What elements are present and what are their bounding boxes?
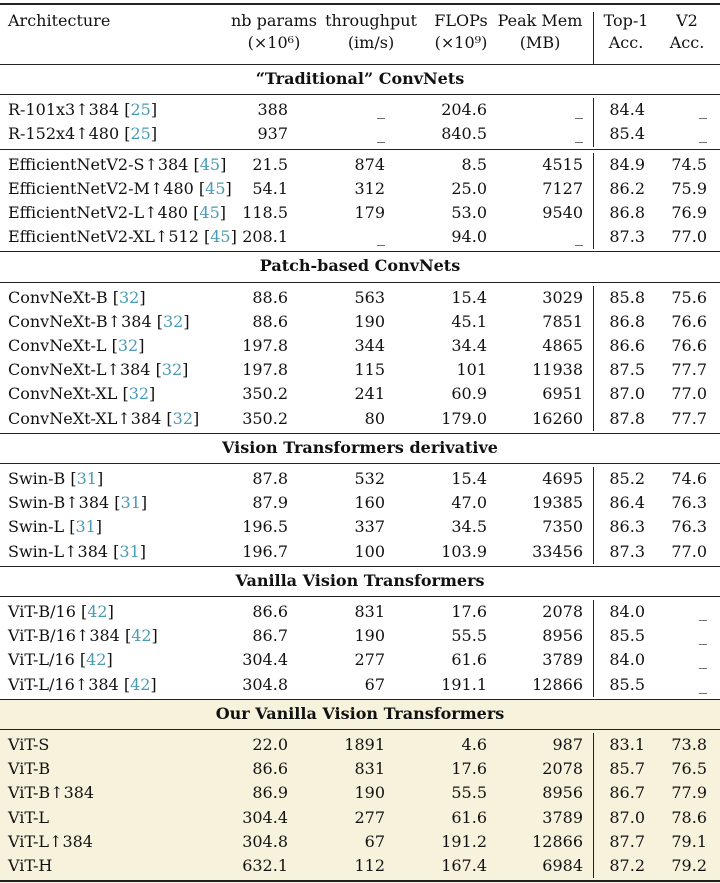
params-cell: 87.8 xyxy=(252,469,288,488)
flops-cell: 45.1 xyxy=(451,311,487,331)
params-cell: 632.1 xyxy=(242,856,288,875)
params-cell: 118.5 xyxy=(242,203,288,222)
throughput-cell: 179 xyxy=(354,203,385,222)
top1-cell: 87.0 xyxy=(609,384,645,404)
architecture-cell: EfficientNetV2-L↑480 [45] xyxy=(8,203,226,222)
throughput-cell: 874 xyxy=(354,154,385,174)
bottom-rule xyxy=(0,880,720,882)
peak-mem-cell: _ xyxy=(575,124,583,144)
v2-cell: _ xyxy=(699,100,707,120)
architecture-name: ConvNeXt-XL xyxy=(8,384,118,404)
header-v2: V2 Acc. xyxy=(669,11,705,52)
section-title: Vision Transformers derivative xyxy=(222,437,498,457)
params-cell: 304.8 xyxy=(242,674,288,694)
throughput-cell: 337 xyxy=(354,517,385,537)
throughput-cell: _ xyxy=(377,100,385,120)
top1-cell: 84.4 xyxy=(609,100,645,120)
flops-cell: 15.4 xyxy=(451,287,487,307)
top1-cell: 85.2 xyxy=(609,469,645,488)
top-rule xyxy=(0,3,720,5)
top1-cell: 85.4 xyxy=(609,124,645,144)
architecture-name: ViT-L/16↑384 xyxy=(8,674,119,694)
params-cell: 88.6 xyxy=(252,311,288,331)
architecture-name: Swin-B↑384 xyxy=(8,493,110,513)
group-rule xyxy=(0,596,720,597)
flops-cell: 34.4 xyxy=(451,336,487,355)
peak-mem-cell: 19385 xyxy=(532,493,583,513)
v2-cell: 77.0 xyxy=(671,541,707,561)
flops-cell: 55.5 xyxy=(451,783,487,803)
params-cell: 304.8 xyxy=(242,831,288,851)
architecture-name: R-101x3↑384 xyxy=(8,100,120,120)
architecture-name: R-152x4↑480 xyxy=(8,124,120,144)
architecture-name: ConvNeXt-XL↑384 xyxy=(8,408,162,428)
v2-cell: 78.6 xyxy=(671,807,707,827)
params-cell: 87.9 xyxy=(252,493,288,513)
architecture-name: ViT-B/16↑384 xyxy=(8,626,120,646)
column-divider xyxy=(593,153,594,250)
architecture-cell: ViT-L/16↑384 [42] xyxy=(8,674,157,694)
architecture-name: Swin-L↑384 xyxy=(8,541,109,561)
top1-cell: 87.5 xyxy=(609,360,645,380)
citation-link[interactable]: 42 xyxy=(87,602,108,621)
peak-mem-cell: 7851 xyxy=(542,311,583,331)
table-row xyxy=(0,177,720,201)
params-cell: 196.7 xyxy=(242,541,288,561)
top1-cell: 85.5 xyxy=(609,626,645,646)
table-row xyxy=(0,540,720,564)
peak-mem-cell: _ xyxy=(575,100,583,120)
peak-mem-cell: _ xyxy=(575,227,583,247)
peak-mem-cell: 3789 xyxy=(542,807,583,827)
architecture-cell: EfficientNetV2-S↑384 [45] xyxy=(8,154,227,174)
column-divider xyxy=(593,733,594,878)
group-rule xyxy=(0,149,720,150)
architecture-name: ViT-B xyxy=(8,759,51,779)
v2-cell: _ xyxy=(699,602,707,621)
flops-cell: 179.0 xyxy=(441,408,487,428)
v2-cell: 75.6 xyxy=(671,287,707,307)
group-rule xyxy=(0,94,720,95)
v2-cell: _ xyxy=(699,674,707,694)
section-title: “Traditional” ConvNets xyxy=(255,69,465,88)
v2-cell: 74.6 xyxy=(671,469,707,488)
flops-cell: 61.6 xyxy=(451,807,487,827)
citation-link[interactable]: 32 xyxy=(172,408,193,428)
v2-cell: _ xyxy=(699,626,707,646)
flops-cell: 15.4 xyxy=(451,469,487,488)
params-cell: 208.1 xyxy=(242,227,288,247)
v2-cell: 77.7 xyxy=(671,408,707,428)
v2-cell: 79.2 xyxy=(671,856,707,875)
params-cell: 350.2 xyxy=(242,408,288,428)
flops-cell: 204.6 xyxy=(441,100,487,120)
architecture-cell: ViT-B/16↑384 [42] xyxy=(8,626,158,646)
table-row xyxy=(0,781,720,805)
table-row xyxy=(0,153,720,177)
top1-cell: 87.0 xyxy=(609,807,645,827)
architecture-cell: Swin-B↑384 [31] xyxy=(8,493,148,513)
architecture-name: ConvNeXt-L xyxy=(8,336,107,355)
architecture-cell: R-101x3↑384 [25] xyxy=(8,100,158,120)
citation-link[interactable]: 32 xyxy=(117,336,139,355)
section-rule xyxy=(0,566,720,567)
architecture-cell: Swin-L [31] xyxy=(8,517,103,537)
architecture-name: Swin-B xyxy=(8,469,66,488)
table-row xyxy=(0,201,720,225)
top1-cell: 85.8 xyxy=(609,287,645,307)
flops-cell: 191.1 xyxy=(441,674,487,694)
throughput-cell: 100 xyxy=(354,541,385,561)
flops-cell: 34.5 xyxy=(451,517,487,537)
throughput-cell: 241 xyxy=(354,384,385,404)
architecture-cell: ConvNeXt-B [32] xyxy=(8,287,146,307)
v2-cell: 73.8 xyxy=(671,735,707,754)
architecture-cell: R-152x4↑480 [25] xyxy=(8,124,158,144)
peak-mem-cell: 4865 xyxy=(542,336,583,355)
top1-cell: 86.8 xyxy=(609,311,645,331)
throughput-cell: 160 xyxy=(354,493,385,513)
throughput-cell: 831 xyxy=(354,602,385,621)
architecture-name: ConvNeXt-B xyxy=(8,287,108,307)
throughput-cell: 277 xyxy=(354,807,385,827)
throughput-cell: 312 xyxy=(354,178,385,198)
citation-link[interactable]: 45 xyxy=(210,227,231,247)
peak-mem-cell: 2078 xyxy=(542,759,583,779)
architecture-cell: EfficientNetV2-XL↑512 [45] xyxy=(8,227,237,247)
group-rule xyxy=(0,729,720,730)
v2-cell: 76.3 xyxy=(671,493,707,513)
top1-cell: 84.9 xyxy=(609,154,645,174)
v2-cell: 76.6 xyxy=(671,336,707,355)
peak-mem-cell: 6984 xyxy=(542,856,583,875)
citation-link[interactable]: 32 xyxy=(162,311,184,331)
architecture-name: ViT-H xyxy=(8,856,53,875)
peak-mem-cell: 7127 xyxy=(542,178,583,198)
params-cell: 21.5 xyxy=(252,154,288,174)
section-rule xyxy=(0,251,720,252)
peak-mem-cell: 3029 xyxy=(542,287,583,307)
section-title: Patch-based ConvNets xyxy=(259,256,461,276)
citation-link[interactable]: 45 xyxy=(199,154,221,174)
peak-mem-cell: 7350 xyxy=(542,517,583,537)
architecture-name: Swin-L xyxy=(8,517,65,537)
architecture-cell: ViT-B/16 [42] xyxy=(8,602,114,621)
architecture-cell: EfficientNetV2-M↑480 [45] xyxy=(8,178,232,198)
header-peak-mem: Peak Mem (MB) xyxy=(497,11,583,52)
top1-cell: 83.1 xyxy=(609,735,645,754)
params-cell: 197.8 xyxy=(242,360,288,380)
table-row xyxy=(0,98,720,122)
architecture-cell: ConvNeXt-XL↑384 [32] xyxy=(8,408,200,428)
table-row xyxy=(0,491,720,515)
params-cell: 86.9 xyxy=(252,783,288,803)
top1-cell: 86.8 xyxy=(609,203,645,222)
params-cell: 304.4 xyxy=(242,650,288,670)
architecture-name: ConvNeXt-B↑384 xyxy=(8,311,152,331)
table-row xyxy=(0,310,720,334)
architecture-cell xyxy=(8,733,49,757)
citation-link[interactable]: 31 xyxy=(76,469,97,488)
params-cell: 54.1 xyxy=(252,178,288,198)
params-cell: 196.5 xyxy=(242,517,288,537)
throughput-cell: 190 xyxy=(354,626,385,646)
peak-mem-cell: 2078 xyxy=(542,602,583,621)
flops-cell: 17.6 xyxy=(451,759,487,779)
v2-cell: 76.3 xyxy=(671,517,707,537)
peak-mem-cell: 12866 xyxy=(532,674,583,694)
top1-cell: 87.3 xyxy=(609,227,645,247)
throughput-cell: 277 xyxy=(354,650,385,670)
peak-mem-cell: 33456 xyxy=(532,541,583,561)
flops-cell: 167.4 xyxy=(441,856,487,875)
throughput-cell: 115 xyxy=(354,360,385,380)
v2-cell: 77.0 xyxy=(671,227,707,247)
flops-cell: 103.9 xyxy=(441,541,487,561)
top1-cell: 87.8 xyxy=(609,408,645,428)
top1-cell: 86.2 xyxy=(609,178,645,198)
flops-cell: 25.0 xyxy=(451,178,487,198)
header-throughput: throughput (im/s) xyxy=(325,11,417,52)
architecture-name: ConvNeXt-L↑384 xyxy=(8,360,151,380)
column-divider xyxy=(593,98,594,146)
flops-cell: 101 xyxy=(456,360,487,380)
architecture-name: ViT-B↑384 xyxy=(8,783,95,803)
flops-cell: 8.5 xyxy=(461,154,487,174)
table-row xyxy=(0,334,720,358)
throughput-cell: 190 xyxy=(354,783,385,803)
header-architecture: Architecture xyxy=(8,11,111,30)
architecture-cell xyxy=(8,806,49,830)
throughput-cell: 1891 xyxy=(344,735,385,754)
architecture-cell: ConvNeXt-B↑384 [32] xyxy=(8,311,190,331)
header-top1: Top-1 Acc. xyxy=(603,11,649,52)
architecture-name: ViT-S xyxy=(8,735,50,754)
throughput-cell: _ xyxy=(377,124,385,144)
top1-cell: 86.7 xyxy=(609,783,645,803)
architecture-name: ViT-L/16 xyxy=(8,650,75,670)
citation-link[interactable]: 31 xyxy=(75,517,96,537)
throughput-cell: _ xyxy=(377,227,385,247)
architecture-cell xyxy=(8,757,50,781)
flops-cell: 55.5 xyxy=(451,626,487,646)
table-row xyxy=(0,358,720,382)
params-cell: 86.7 xyxy=(252,626,288,646)
top1-cell: 85.5 xyxy=(609,674,645,694)
table-row xyxy=(0,830,720,854)
top1-cell: 86.6 xyxy=(609,336,645,355)
peak-mem-cell: 4515 xyxy=(542,154,583,174)
peak-mem-cell: 16260 xyxy=(532,408,583,428)
architecture-cell: Swin-B [31] xyxy=(8,469,104,488)
params-cell: 350.2 xyxy=(242,384,288,404)
peak-mem-cell: 3789 xyxy=(542,650,583,670)
architecture-name: EfficientNetV2-S↑384 xyxy=(8,154,189,174)
architecture-cell: ViT-L/16 [42] xyxy=(8,650,113,670)
column-divider xyxy=(593,286,594,431)
architecture-cell: ConvNeXt-L [32] xyxy=(8,336,145,355)
peak-mem-cell: 6951 xyxy=(542,384,583,404)
flops-cell: 61.6 xyxy=(451,650,487,670)
table-row xyxy=(0,122,720,146)
architecture-name: EfficientNetV2-L↑480 xyxy=(8,203,189,222)
params-cell: 937 xyxy=(257,124,288,144)
peak-mem-cell: 11938 xyxy=(532,360,583,380)
flops-cell: 94.0 xyxy=(451,227,487,247)
citation-link[interactable]: 31 xyxy=(120,493,141,513)
architecture-cell xyxy=(8,854,52,878)
params-cell: 22.0 xyxy=(252,735,288,754)
architecture-name: ViT-B/16 xyxy=(8,602,76,621)
v2-cell: 79.1 xyxy=(671,831,707,851)
params-cell: 88.6 xyxy=(252,287,288,307)
section-rule xyxy=(0,433,720,434)
column-divider xyxy=(593,467,594,564)
v2-cell: 77.0 xyxy=(671,384,707,404)
top1-cell: 87.3 xyxy=(609,541,645,561)
header-divider xyxy=(593,12,594,64)
v2-cell: 77.7 xyxy=(671,360,707,380)
throughput-cell: 831 xyxy=(354,759,385,779)
flops-cell: 47.0 xyxy=(451,493,487,513)
architecture-name: EfficientNetV2-M↑480 xyxy=(8,178,194,198)
table-row xyxy=(0,806,720,830)
flops-cell: 17.6 xyxy=(451,602,487,621)
v2-cell: 76.9 xyxy=(671,203,707,222)
section-title: Our Vanilla Vision Transformers xyxy=(215,703,505,723)
throughput-cell: 190 xyxy=(354,311,385,331)
citation-link[interactable]: 42 xyxy=(131,626,152,646)
top1-cell: 87.2 xyxy=(609,856,645,875)
v2-cell: _ xyxy=(699,650,707,670)
architecture-name: EfficientNetV2-XL↑512 xyxy=(8,227,199,247)
v2-cell: 75.9 xyxy=(671,178,707,198)
table-row xyxy=(0,600,720,624)
architecture-cell: Swin-L↑384 [31] xyxy=(8,541,146,561)
table-row xyxy=(0,407,720,431)
table-row xyxy=(0,382,720,406)
throughput-cell: 563 xyxy=(354,287,385,307)
header-params: nb params (×10⁶) xyxy=(231,11,317,52)
params-cell: 86.6 xyxy=(252,602,288,621)
citation-link[interactable]: 45 xyxy=(205,178,226,198)
throughput-cell: 67 xyxy=(364,674,385,694)
flops-cell: 53.0 xyxy=(451,203,487,222)
peak-mem-cell: 987 xyxy=(552,735,583,754)
peak-mem-cell: 12866 xyxy=(532,831,583,851)
top1-cell: 86.4 xyxy=(609,493,645,513)
architecture-cell xyxy=(8,781,94,805)
table-row xyxy=(0,673,720,697)
throughput-cell: 344 xyxy=(354,336,385,355)
v2-cell: 74.5 xyxy=(671,154,707,174)
top1-cell: 87.7 xyxy=(609,831,645,851)
group-rule xyxy=(0,463,720,464)
citation-link[interactable]: 42 xyxy=(86,650,107,670)
params-cell: 304.4 xyxy=(242,807,288,827)
peak-mem-cell: 8956 xyxy=(542,626,583,646)
section-title: Vanilla Vision Transformers xyxy=(235,570,485,590)
peak-mem-cell: 4695 xyxy=(542,469,583,488)
peak-mem-cell: 8956 xyxy=(542,783,583,803)
throughput-cell: 67 xyxy=(364,831,385,851)
v2-cell: _ xyxy=(699,124,707,144)
citation-link[interactable]: 32 xyxy=(161,360,183,380)
top1-cell: 85.7 xyxy=(609,759,645,779)
params-cell: 86.6 xyxy=(252,759,288,779)
header-flops: FLOPs (×10⁹) xyxy=(434,11,488,52)
architecture-name: ViT-L↑384 xyxy=(8,831,93,851)
citation-link[interactable]: 45 xyxy=(199,203,220,222)
architecture-name: ViT-L xyxy=(8,807,50,827)
citation-link[interactable]: 32 xyxy=(128,384,150,404)
column-divider xyxy=(593,600,594,697)
citation-link[interactable]: 25 xyxy=(130,100,151,120)
table-row xyxy=(0,467,720,491)
flops-cell: 840.5 xyxy=(441,124,487,144)
table-row xyxy=(0,624,720,648)
group-rule xyxy=(0,282,720,283)
citation-link[interactable]: 25 xyxy=(130,124,151,144)
table-row xyxy=(0,286,720,310)
table-row xyxy=(0,854,720,878)
citation-link[interactable]: 32 xyxy=(119,287,140,307)
section-rule xyxy=(0,64,720,65)
v2-cell: 76.5 xyxy=(671,759,707,779)
table-row xyxy=(0,648,720,672)
table-row xyxy=(0,225,720,249)
table-row xyxy=(0,515,720,539)
throughput-cell: 80 xyxy=(364,408,385,428)
params-cell: 388 xyxy=(257,100,288,120)
peak-mem-cell: 9540 xyxy=(542,203,583,222)
v2-cell: 77.9 xyxy=(671,783,707,803)
throughput-cell: 112 xyxy=(354,856,385,875)
v2-cell: 76.6 xyxy=(671,311,707,331)
architecture-cell xyxy=(8,830,93,854)
table-row xyxy=(0,757,720,781)
top1-cell: 84.0 xyxy=(609,650,645,670)
flops-cell: 191.2 xyxy=(441,831,487,851)
architecture-cell: ConvNeXt-L↑384 [32] xyxy=(8,360,189,380)
flops-cell: 4.6 xyxy=(461,735,487,754)
architecture-cell: ConvNeXt-XL [32] xyxy=(8,384,156,404)
flops-cell: 60.9 xyxy=(451,384,487,404)
table-row xyxy=(0,733,720,757)
params-cell: 197.8 xyxy=(242,336,288,355)
citation-link[interactable]: 31 xyxy=(119,541,140,561)
throughput-cell: 532 xyxy=(354,469,385,488)
top1-cell: 84.0 xyxy=(609,602,645,621)
table-header xyxy=(0,10,720,58)
top1-cell: 86.3 xyxy=(609,517,645,537)
citation-link[interactable]: 42 xyxy=(130,674,151,694)
